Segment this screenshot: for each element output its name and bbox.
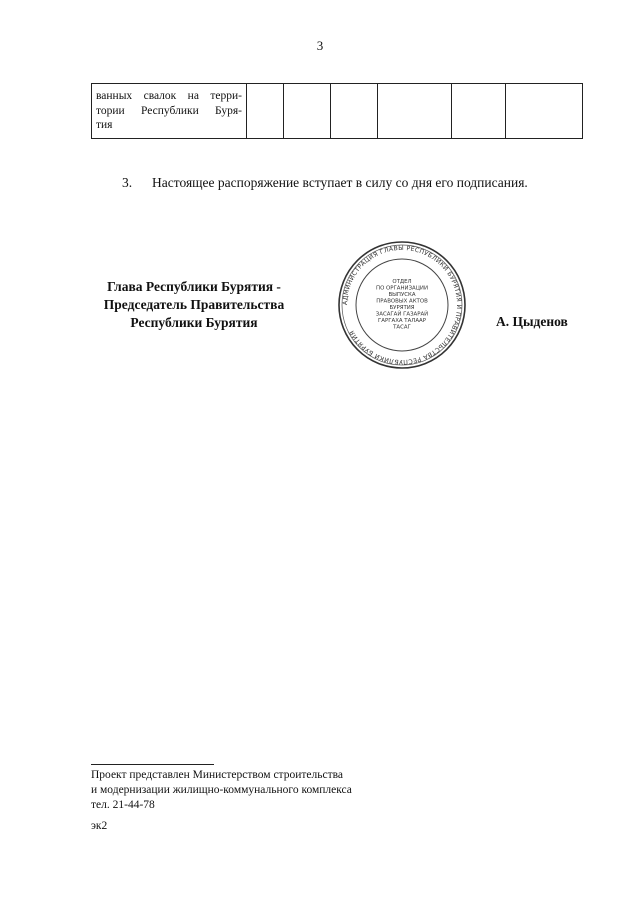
position-line: Председатель Правительства — [103, 297, 285, 312]
table-cell-empty — [452, 84, 506, 139]
footnote-line: тел. 21-44-78 — [91, 799, 155, 811]
table-cell-empty — [331, 84, 378, 139]
position-line: Республики Бурятия — [130, 315, 258, 330]
table-cell-empty — [506, 84, 583, 139]
cell-line: тории Республики Буря- — [96, 104, 242, 117]
footnote-line: и модернизации жилищно-коммунального комплекса — [91, 784, 352, 796]
seal-outer-text: АДМИНИСТРАЦИЯ ГЛАВЫ РЕСПУБЛИКИ БУРЯТИЯ И ПРАВИТЕЛЬСТВА РЕСПУБЛИКИ БУРЯТИЯ — [341, 244, 463, 366]
seal-line: ВЫПУСКА — [388, 292, 416, 298]
seal-line: ГАРГАХА ТАЛААР — [378, 318, 426, 324]
table-row — [92, 84, 583, 139]
seal-line: ТАСАГ — [393, 324, 411, 331]
position-line: Глава Республики Бурятия - — [107, 279, 281, 294]
footnote — [91, 768, 352, 813]
seal-line: ЗАСАГАЙ ГАЗАРАЙ — [375, 311, 429, 318]
seal-line: ОТДЕЛ — [392, 279, 412, 285]
signatory-name: А. Цыденов — [496, 314, 568, 329]
clause-number: 3. — [122, 175, 133, 190]
official-seal — [337, 240, 467, 370]
table-cell-description — [92, 84, 247, 139]
footnote-line: Проект представлен Министерством строительства — [91, 769, 344, 781]
seal-line: ПРАВОВЫХ АКТОВ — [376, 298, 428, 305]
clause-text: Настоящее распоряжение вступает в силу со дня его подписания. — [152, 175, 528, 190]
continuation-table — [91, 83, 583, 139]
footnote-divider — [91, 764, 214, 765]
cell-line: ванных свалок на терри- — [96, 90, 242, 102]
table-cell-empty — [378, 84, 452, 139]
page-number: 3 — [316, 38, 324, 53]
clause-3 — [122, 175, 528, 191]
seal-line: ПО ОРГАНИЗАЦИИ — [376, 285, 428, 292]
seal-line: БУРЯТИЯ — [389, 305, 415, 311]
table-cell-empty — [284, 84, 331, 139]
document-code: эк2 — [91, 820, 108, 832]
cell-line: тия — [96, 119, 113, 131]
table-cell-empty — [247, 84, 284, 139]
signatory-position — [88, 278, 300, 332]
